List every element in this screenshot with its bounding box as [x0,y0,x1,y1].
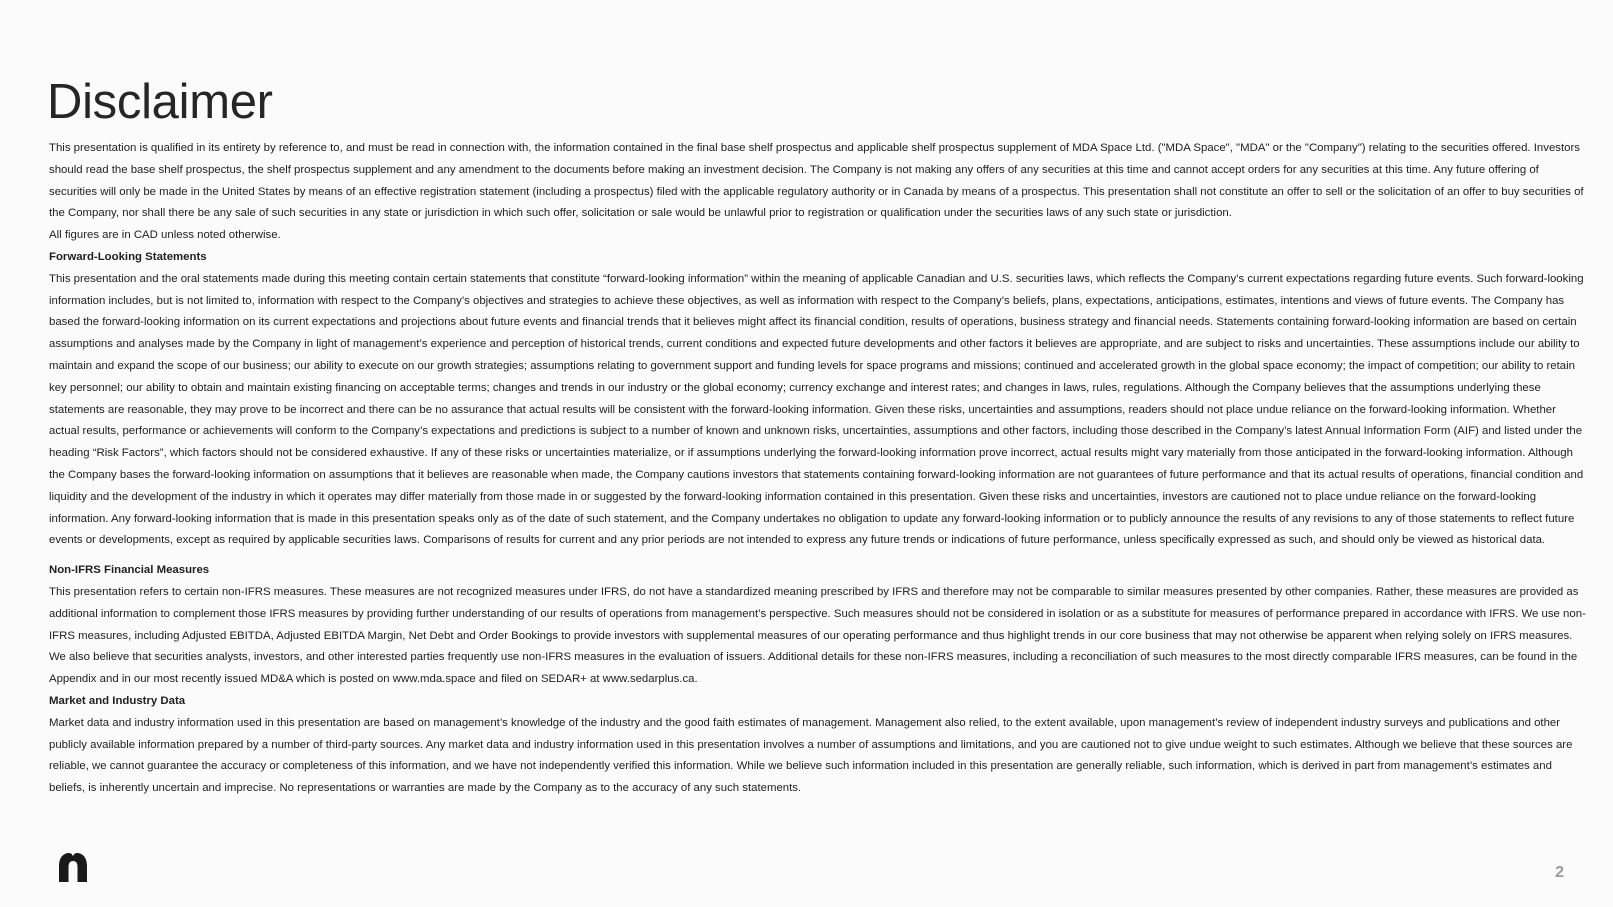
section-body-market-data: Market data and industry information used in this presentation are based on management’s knowledge of the industry and the good faith estimates of management. Management also relied, to the extent available, upon management’s review of independent industry surveys and publications and other publicly available information prepared by a number of third-party sources. Any market data and industry information used in this presentation involves a number of assumptions and limitations, and you are cautioned not to give undue weight to such estimates. Although we believe that these sources are reliable, we cannot guarantee the accuracy or completeness of this information, and we have not independently verified this information. While we believe such information included in this presentation are generally reliable, such information, which is derived in part from management’s estimates and beliefs, is inherently uncertain and imprecise. No representations or warranties are made by the Company as to the accuracy of any such statements. [49,716,1573,795]
page-title: Disclaimer [47,75,273,129]
disclaimer-content [49,138,1586,800]
section-body-non-ifrs: This presentation refers to certain non-IFRS measures. These measures are not recognized measures under IFRS, do not have a standardized meaning prescribed by IFRS and therefore may not be comparable to similar measures presented by other companies. Rather, these measures are provided as additional information to complement those IFRS measures by providing further understanding of our results of operations from management’s perspective. Such measures should not be considered in isolation or as a substitute for measures of performance prepared in accordance with IFRS. We use non-IFRS measures, including Adjusted EBITDA, Adjusted EBITDA Margin, Net Debt and Order Bookings to provide investors with supplemental measures of our operating performance and thus highlight trends in our core business that may not otherwise be apparent when relying solely on IFRS measures. We also believe that securities analysts, investors, and other interested parties frequently use non-IFRS measures in the evaluation of issuers. Additional details for these non-IFRS measures, including a reconciliation of such measures to the most directly comparable IFRS measures, can be found in the Appendix and in our most recently issued MD&A which is posted on www.mda.space and filed on SEDAR+ at www.sedarplus.ca. [49,585,1586,686]
section-body-forward-looking: This presentation and the oral statements made during this meeting contain certain statements that constitute “forward-looking information” within the meaning of applicable Canadian and U.S. securities laws, which reflects the Company’s current expectations regarding future events. Such forward-looking information includes, but is not limited to, information with respect to the Company’s objectives and strategies to achieve these objectives, as well as information with respect to the Company’s beliefs, plans, expectations, anticipations, estimates, intentions and views of future events. The Company has based the forward-looking information on its current expectations and projections about future events and financial trends that it believes might affect its financial condition, results of operations, business strategy and financial needs. Statements containing forward-looking information are based on certain assumptions and analyses made by the Company in light of management’s experience and perception of historical trends, current conditions and expected future developments and other factors it believes are appropriate, and are subject to risks and uncertainties. These assumptions include our ability to maintain and expand the scope of our business; our ability to execute on our growth strategies; assumptions relating to government support and funding levels for space programs and missions; continued and accelerated growth in the global space economy; the impact of competition; our ability to retain key personnel; our ability to obtain and maintain existing financing on acceptable terms; changes and trends in our industry or the global economy; currency exchange and interest rates; and changes in laws, rules, regulations. Although the Company believes that the assumptions underlying these statements are reasonable, they may prove to be incorrect and there can be no assurance that actual results will be consistent with the forward-looking information. Given these risks, uncertainties and assumptions, readers should not place undue reliance on the forward-looking information. Whether actual results, performance or achievements will conform to the Company’s expectations and predictions is subject to a number of known and unknown risks, uncertainties, assumptions and other factors, including those described in the Company’s latest Annual Information Form (AIF) and listed under the heading “Risk Factors”, which factors should not be considered exhaustive. If any of these risks or uncertainties materialize, or if assumptions underlying the forward-looking information prove incorrect, actual results might vary materially from those anticipated in the forward-looking information. Although the Company bases the forward-looking information on assumptions that it believes are reasonable when made, the Company cautions investors that statements containing forward-looking information are not guarantees of future performance and that its actual results of operations, financial condition and liquidity and the development of the industry in which it operates may differ materially from those made in or suggested by the forward-looking information contained in this presentation. Given these risks and uncertainties, investors are cautioned not to place undue reliance on the forward-looking information. Any forward-looking information that is made in this presentation speaks only as of the date of such statement, and the Company undertakes no obligation to update any forward-looking information or to publicly announce the results of any revisions to any of those statements to reflect future events or developments, except as required by applicable securities laws. Comparisons of results for current and any prior periods are not intended to express any future trends or indications of future performance, unless specifically expressed as such, and should only be viewed as historical data. [49,272,1584,547]
figures-note: All figures are in CAD unless noted otherwise. [49,229,281,242]
section-heading-non-ifrs: Non-IFRS Financial Measures [49,564,210,577]
intro-paragraph: This presentation is qualified in its entirety by reference to, and must be read in connection with, the information contained in the final base shelf prospectus and applicable shelf prospectus supplement of MDA Space Ltd. ("MDA Space", "MDA" or the "Company") relating to the securities offered. Investors should read the base shelf prospectus, the shelf prospectus supplement and any amendment to the documents before making an investment decision. The Company is not making any offers of any securities at this time and cannot accept orders for any securities at this time. Any future offering of securities will only be made in the United States by means of an effective registration statement (including a prospectus) filed with the applicable regulatory authority or in Canada by means of a prospectus. This presentation shall not constitute an offer to sell or the solicitation of an offer to buy securities of the Company, nor shall there be any sale of such securities in any state or jurisdiction in which such offer, solicitation or sale would be unlawful prior to registration or qualification under the securities laws of any such state or jurisdiction. [49,142,1584,220]
section-heading-forward-looking: Forward-Looking Statements [49,250,207,263]
section-heading-market-data: Market and Industry Data [49,694,186,707]
page-number: 2 [1555,864,1564,881]
mda-logo-icon [58,852,88,882]
